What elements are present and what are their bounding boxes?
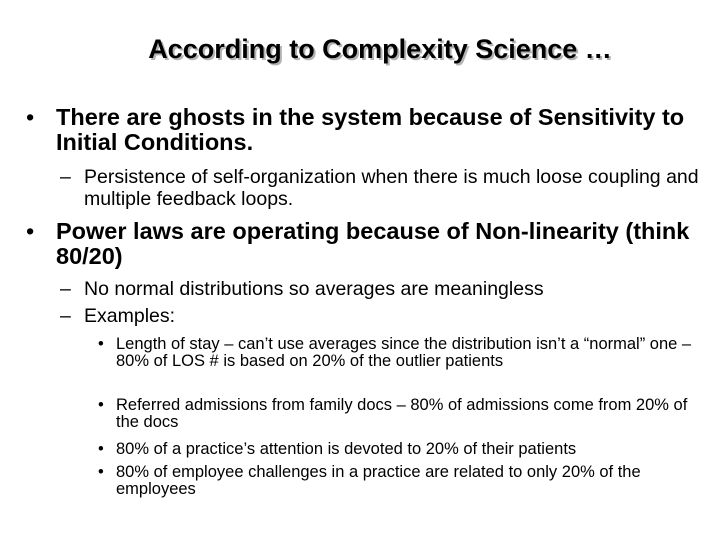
sub-bullet-persistence	[60, 166, 704, 210]
example-text: Referred admissions from family docs – 80% of admissions come from 20% of the docs	[116, 396, 688, 431]
sub-bullet-no-normal	[60, 278, 704, 300]
bullet-text: There are ghosts in the system because of Sensitivity to Initial Conditions.	[56, 104, 685, 155]
example-text: 80% of a practice’s attention is devoted to 20% of their patients	[116, 440, 577, 458]
sub-bullet-marker: –	[60, 278, 71, 300]
sub-bullet-text: Persistence of self-organization when there is much loose coupling and multiple feedback loops.	[84, 166, 699, 210]
example-marker: •	[98, 396, 104, 414]
example-text: 80% of employee challenges in a practice are related to only 20% of the employees	[116, 463, 641, 498]
example-employee-challenges	[98, 463, 701, 498]
sub-bullet-text: Examples:	[84, 305, 176, 327]
example-practice-attention	[98, 440, 701, 458]
sub-bullet-examples	[60, 305, 704, 327]
bullet-marker: •	[26, 218, 35, 244]
sub-bullet-marker: –	[60, 166, 71, 188]
example-length-of-stay	[98, 335, 701, 370]
slide-title: According to Complexity Science …	[148, 34, 612, 64]
bullet-power-laws	[26, 218, 696, 269]
sub-bullet-marker: –	[60, 305, 71, 327]
example-referred-admissions	[98, 396, 701, 431]
example-text: Length of stay – can’t use averages since the distribution isn’t a “normal” one – 80% of LOS # is based on 20% of the outlier patients	[116, 335, 692, 370]
bullet-ghosts	[26, 104, 696, 155]
example-marker: •	[98, 440, 104, 458]
example-marker: •	[98, 335, 104, 353]
bullet-text: Power laws are operating because of Non-linearity (think 80/20)	[56, 218, 690, 269]
example-marker: •	[98, 463, 104, 481]
sub-bullet-text: No normal distributions so averages are meaningless	[84, 278, 544, 300]
bullet-marker: •	[26, 104, 35, 130]
